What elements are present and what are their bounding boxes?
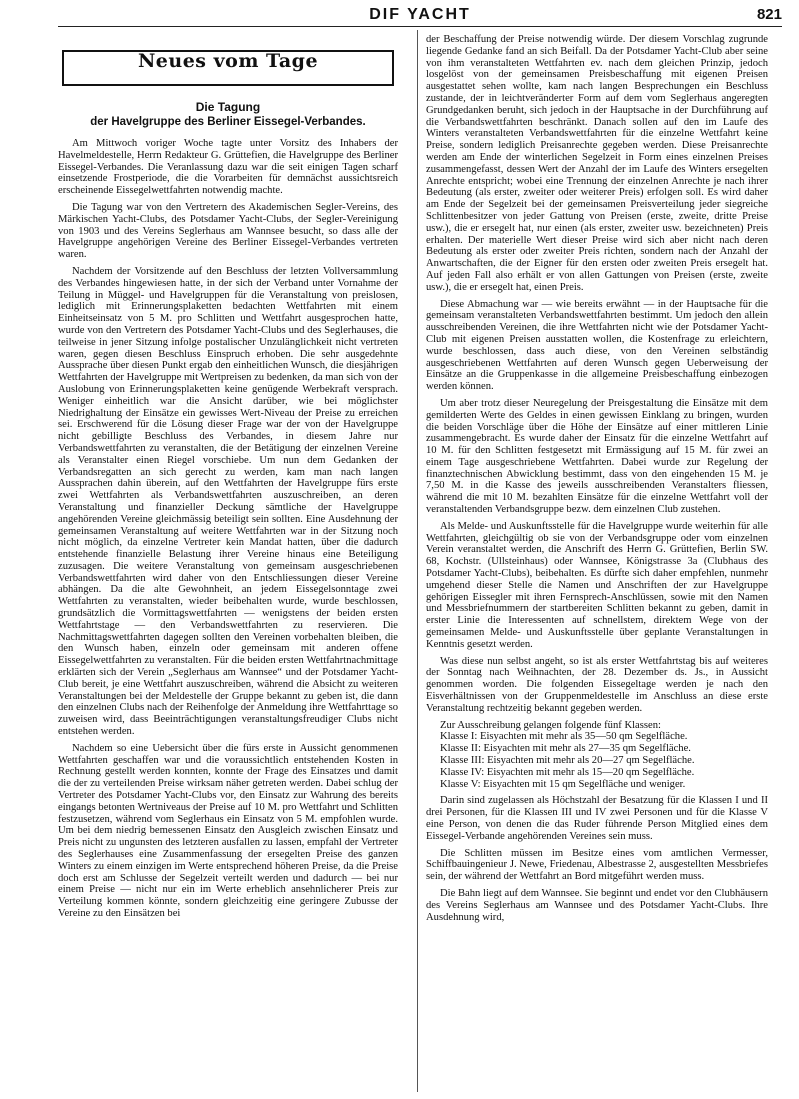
column-divider bbox=[417, 30, 418, 1092]
paragraph: Nachdem so eine Uebersicht über die fürs erste in Aussicht genommenen Wettfahrten geschaffen war und die voraussichtlich entstehenden Kosten in Rechnung gestellt werden konnten, konnte der Frage des Einsatzes und damit die der zu verteilenden Preise wirksam näher getreten werden. Dabei schlug der Vertreter des Potsdamer Yacht-Clubs vor, den Einsatz zur Wahrung des bereits eingangs betonten Wertniveaus der Preise auf 10 M. pro Wettfahrt und Schlitten festzusetzen, während vom Seglerhaus ein Einsatz von 5 M. empfohlen wurde. Um bei dem niedrig bemessenen Einsatz den Ausgleich zwischen Einsatz und Preis nicht zu ungunsten des letzteren ausfallen zu lassen, empfahl der Vertreter des Seglerhauses eine Zusammenfassung der ersegelten Preise des ganzen Winters zu einem einzigen im Werte entsprechend höheren Preise, da die Preise doch erst am Schlusse der Segelzeit verteilt werden und dadurch — bei nur einem Preise — nicht nur ein im Werte erheblich ansehnlicherer Preis zur Verteilung kommen könnte, sondern gleichzeitig eine geringere Zubusse der Vereine zu den Einsätzen bei bbox=[58, 742, 398, 919]
page-number: 821 bbox=[756, 6, 782, 23]
right-column bbox=[426, 34, 768, 928]
section-heading: Neues vom Tage bbox=[137, 50, 319, 72]
article-title: Die Tagung bbox=[195, 100, 261, 114]
paragraph: Um aber trotz dieser Neuregelung der Preisgestaltung die Einsätze mit dem gemilderten Werte des Geldes in einen gewissen Einklang zu bringen, wurden die beiden Vorschläge über die Höhe der Einsätze auf einer mittleren Linie zusammengebracht. Es wurde daher der Einsatz für die einzelne Wettfahrt auf 10 M. für den Schlitten festgesetzt mit Ermässigung auf 15 M. für zwei an einem Tage ausgeschriebene Wettfahrten. Dabei wurde zur Regelung der finanztechnischen Abwicklung bestimmt, dass von den eingehenden 15 M. je 7,50 M. in die Kasse des jeweils ausschreibenden Veranstalters fliessen, während die mit 10 M. bezahlten Einsätze für die einzelne Wettfahrt voll der veranstaltenden Verbandsgruppe bezw. dem einzelnen Club zustehen. bbox=[426, 397, 768, 516]
class-line: Klasse V: Eisyachten mit 15 qm Segelfläche und weniger. bbox=[440, 778, 686, 790]
paragraph: Als Melde- und Auskunftsstelle für die Havelgruppe wurde weiterhin für alle Wettfahrten, gleichgültig ob sie von der Verbandsgruppe oder vom einzelnen Verein veranstaltet werden, die Anschrift des Herrn G. Grüttefien, Berlin SW. 68, Kochstr. (Ullsteinhaus) oder Wannsee, Königstrasse 3a (Clubhaus des Potsdamer Yacht-Clubs), beibehalten. Es dürfte sich daher empfehlen, nunmehr umgehend dieser Stelle die Namen und Anschriften der zur Havelgruppe gehörigen Eissegler mit ihren Fernsprech-Anschlüssen, sowie mit den Namen und Messbriefnummern der startbereiten Schlitten bekannt zu geben, damit in erster Linie die Interessenten auf schnellstem, direktem Wege von der gemeinsamen Melde- und Auskunftsstelle über geplante Veranstaltungen in Kenntnis gesetzt werden. bbox=[426, 520, 768, 650]
paragraph: Diese Abmachung war — wie bereits erwähnt — in der Hauptsache für die gemeinsam veranstalteten Verbandswettfahrten bestimmt. Um jedoch den allein ausschreibenden Vereinen, die ihre Wettfahrten nicht wie der Potsdamer Yacht-Club mit eigenen Preisen ausstatten wollen, die Kostenfrage zu erleichtern, wurde beschlossen, dass auch diese, von den Vereinen selbständig ausgeschriebenen Wettfahrten auf deren Wunsch gegen Ueberweisung der Einsätze an die Gruppenkasse in die allgemeine Preisbeschaffung einbezogen werden können. bbox=[426, 298, 768, 393]
class-line: Klasse IV: Eisyachten mit mehr als 15—20 qm Segelfläche. bbox=[440, 766, 695, 778]
paragraph: Darin sind zugelassen als Höchstzahl der Besatzung für die Klassen I und II drei Personen, für die Klassen III und IV zwei Personen und für die Klasse V eine Person, von denen die das Ruder führende Person Mitglied eines dem Eissegel-Verbande angehörenden Vereines sein muss. bbox=[426, 795, 768, 842]
page-header bbox=[58, 4, 782, 27]
paragraph: Nachdem der Vorsitzende auf den Beschluss der letzten Vollversammlung des Verbandes hingewiesen hatte, in der sich der Verband unter Vornahme der Teilung in Müggel- und Havelgruppen für die Veranstaltung von preislosen, lediglich mit Erinnerungsplaketten bedachten Wettfahrten mit einem Einheitseinsatz von 5 M. pro Schlitten und Wettfahrt ausgesprochen hatte, wurde von den Vertretern des Potsdamer Yacht-Clubs und des Seglerhauses, die teilweise in jener Sitzung infolge postalischer Unzulänglichkeit nicht vertreten waren, gegen diesen Beschluss Einspruch erhoben. Die sehr ausgedehnte Aussprache über diesen Punkt ergab den einheitlichen Wunsch, die diesjährigen Wettfahrten der Havelgruppe mit Wertpreisen zu bedenken, da man sich von der Auslobung von Erinnerungsplaketten keine genügende Werbekraft versprach. Weniger einheitlich war die Ansicht darüber, wie bei möglichster Niedrighaltung der Einsätze ein gewisses Wert-Niveau der Preise zu erreichen sei. Erschwerend für die Lösung dieser Frage war der von der Havelgruppe nicht gebilligte Beschluss des Verbandes, in diesem Jahre nur Verbandswettfahrten zu veranstalten, die der Betätigung der einzelnen Vereine als Veranstalter einen Riegel vorschiebe. Um nun dem Gedanken der Verbandsregatten an sich gerecht zu werden, kam man nach langen Aussprachen dahin überein, auf den Wettfahrten der Havelgruppe fürs erste zwei Wettfahrten als Verbandswettfahrten auszuschreiben, an deren Veranstaltung und finanzieller Deckung sämtliche der Havelgruppe angehörenden Vereine gleichmässig beteiligt sein sollten. Eine Ausdehnung der gemeinsamen Veranstaltung auf weitere Wettfahrten war in der Sitzung noch nicht möglich, da einzelne Vertreter kein Mandat hatten, über die dadurch entstehende finanzielle Belastung ihrer Vereine hinaus eine Beteiligung zuzusagen. Die weitere Veranstaltung von gemeinsam ausgeschriebenen Verbandswettfahrten wird daher von den Entschliessungen dieser Vereine abhängen. Da die alte Gewohnheit, an jedem Eissegelsonntage zwei Wettfahrten zu veranstalten, wieder beibehalten wurde, wurde beschlossen, grundsätzlich die Vormittagswettfahrten — wenigstens der beiden ersten Wettfahrtstage — den Verbandswettfahrten zu reservieren. Die Nachmittagswettfahrten dagegen sollten den Vereinen vorbehalten bleiben, die den Wunsch haben, einzeln oder gemeinsam mit anderen offene Eissegelwettfahrten zu veranstalten. Für die beiden ersten Wettfahrtnachmittage erklärten sich der Verein „Seglerhaus am Wannsee“ und der Potsdamer Yacht-Club bereit, je eine Wettfahrt auszuschreiben, während die Absicht zu weiteren Veranstaltungen bei der Meldestelle der Gruppe bekannt zu geben ist, die dann den einzelnen Clubs nach der Reihenfolge der Anmeldung ihre Wettfahrttage so zuweisen wird, dass Beeinträchtigungen veranstaltungsfreudiger Clubs nicht entstehen werden. bbox=[58, 265, 398, 738]
class-line: Klasse I: Eisyachten mit mehr als 35—50 qm Segelfläche. bbox=[440, 731, 688, 743]
paragraph: Am Mittwoch voriger Woche tagte unter Vorsitz des Inhabers der Havelmeldestelle, Herrn Redakteur G. Grüttefien, die Havelgruppe des Berliner Eissegel-Verbandes. Die Veranlassung dazu war die seit einigen Tagen scharf einsetzende Frostperiode, die die Vorarbeiten für demnächst aussichtsreich erscheinende Eissegelwettfahrten notwendig machte. bbox=[58, 138, 398, 197]
paragraph: der Beschaffung der Preise notwendig würde. Der diesem Vorschlag zugrunde liegende Gedanke fand an sich Beifall. Da der Potsdamer Yacht-Club aber seine von ihm veranstalteten Wettfahrten ev. nach dem gleichen Prinzip, jedoch losgelöst von der gemeinsamen Preisbeschaffung mit eigenen Preisen ausgestattet sehen wollte, kam nach langen Besprechungen ein Beschluss zustande, der in leichtveränderter Form auf dem vom Seglerhaus angeregten Grundgedanken beruht, sich jedoch in der Hauptsache in der Durchführung auf die Verbandswettfahrten beschränkt. Danach sollen auf den im Laufe des Winters veranstalteten Verbandswettfahrten für die einzelne Wettfahrt keine Preise, sondern lediglich Preisanrechte gegeben werden. Diese Preisanrechte werden am Ende der winterlichen Segelzeit in Form eines einzelnen Preises zusammengefasst, dessen Wert der Anzahl der im Laufe des Winters ersegelten Anrechte entspricht; wobei eine Trennung der einzelnen Anrechte je nach ihrer Bedeutung (als erster, zweiter oder weiterer Preis) erfolgen soll. Es wird daher am Ende der Segelzeit bei der gemeinsamen Preisverteilung jeder siegreiche Schlittenbesitzer von jeder Gattung von Preisen (erste, zweite, dritte Preise usw.), die er ersegelt hat, nur einen (als erster, zweiter usw. bezeichneten) Preis erhalten. Der materielle Wert dieser Preise wird sich aber nicht nach deren Bedeutung als erster oder zweiter Preis richten, sondern nach der Anzahl der Anwartschaften, die der Eigner für den ersten oder zweiten Preis ersegelt hat. Auf jeden Fall also erhält er von allen Gattungen von Preisen (erste, zweite usw.), die er ersegelt hat, einen Preis. bbox=[426, 34, 768, 293]
paragraph: Die Schlitten müssen im Besitze eines vom amtlichen Vermesser, Schiffbauingenieur J. Newe, Friedenau, Albestrasse 2, ausgestellten Messbriefes sein, der während der Wettfahrt an Bord mitgeführt werden muss. bbox=[426, 847, 768, 883]
class-line: Klasse III: Eisyachten mit mehr als 20—27 qm Segelfläche. bbox=[440, 755, 695, 767]
running-title: DIF YACHT bbox=[369, 6, 471, 23]
section-heading-box bbox=[62, 50, 394, 86]
left-column bbox=[58, 44, 398, 925]
paragraph: Zur Ausschreibung gelangen folgende fünf Klassen: bbox=[440, 719, 661, 731]
paragraph: Die Bahn liegt auf dem Wannsee. Sie beginnt und endet vor den Clubhäusern des Vereins Seglerhaus am Wannsee und des Potsdamer Yacht-Clubs. Ihre Ausdehnung wird, bbox=[426, 887, 768, 923]
class-line: Klasse II: Eisyachten mit mehr als 27—35 qm Segelfläche. bbox=[440, 743, 691, 755]
paragraph: Was diese nun selbst angeht, so ist als erster Wettfahrtstag bis auf weiteres der Sonntag nach Weihnachten, der 28. Dezember ds. Js., in Aussicht genommen worden. Die folgenden Eissegeltage werden je nach den Eisverhältnissen von der Gruppenmeldestelle im Anschluss an diese erste Veranstaltung rechtzeitig bekannt gegeben werden. bbox=[426, 655, 768, 714]
paragraph: Die Tagung war von den Vertretern des Akademischen Segler-Vereins, des Märkischen Yacht-Clubs, des Potsdamer Yacht-Clubs, der Segler-Vereinigung von 1903 und des Vereins Seglerhaus am Wannsee besucht, so dass alle der Havelgruppe angehörigen Vereine des Berliner Eissegel-Verbandes vertreten waren. bbox=[58, 201, 398, 261]
article-subtitle: der Havelgruppe des Berliner Eissegel-Verbandes. bbox=[90, 116, 366, 128]
